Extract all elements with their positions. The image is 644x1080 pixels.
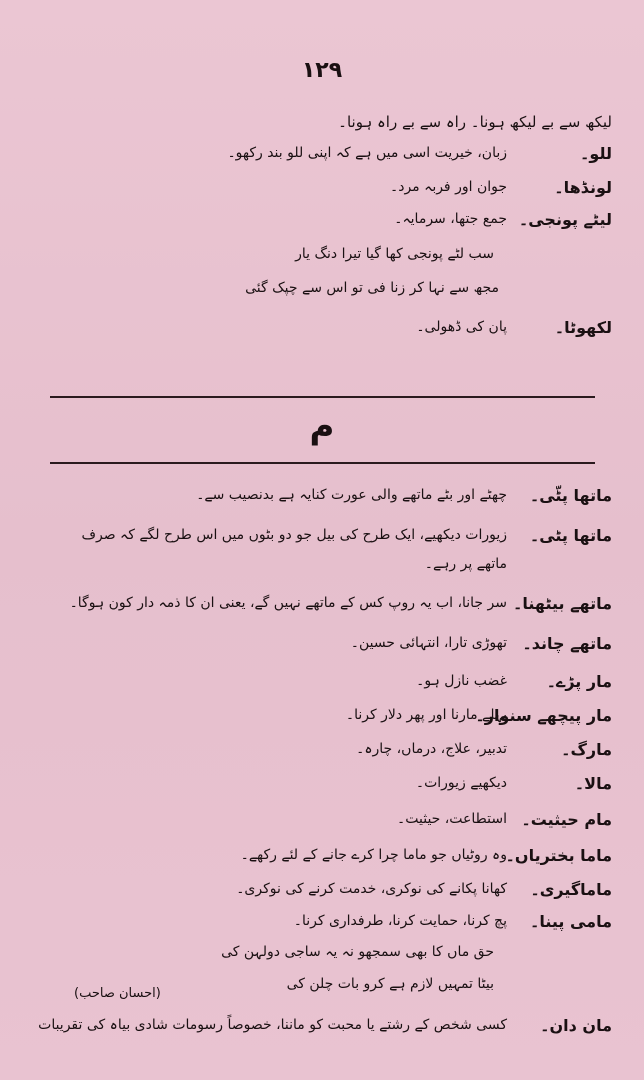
entry-term: مان دان۔ <box>540 1016 612 1035</box>
entry-term: مامی پینا۔ <box>529 912 612 931</box>
dictionary-entry <box>40 634 612 658</box>
verse-line: مجھ سے نہا کر زنا فی تو اس سے چپک گئی <box>245 280 499 296</box>
entry-term: ماتھے بیٹھنا۔ <box>513 594 612 613</box>
dictionary-entry <box>40 594 612 618</box>
entry-term: ماماگیری۔ <box>530 880 612 899</box>
dictionary-entry <box>40 912 612 936</box>
entry-definition: سر جانا، اب یہ روپ کس کے ماتھے نہیں گے، یعنی ان کا ذمہ دار کون ہوگا۔ <box>69 595 507 611</box>
entry-definition: تھوڑی تارا، انتہائی حسین۔ <box>350 635 507 651</box>
entry-term: للو۔ <box>580 144 612 163</box>
entry-term: ماتھے چاند۔ <box>522 634 612 653</box>
section-divider-top <box>50 396 595 398</box>
entry-definition: کسی شخص کے رشتے یا محبت کو ماننا، خصوصاً رسومات شادی بیاہ کی تقریبات <box>38 1017 507 1033</box>
definition-continuation: ماتھے پر رہے۔ <box>424 556 507 572</box>
entry-term: مام حیثیت۔ <box>521 810 612 829</box>
entry-definition: پچ کرنا، حمایت کرنا، طرفداری کرنا۔ <box>293 913 507 929</box>
page-number: ۱۲۹ <box>301 58 343 83</box>
entry-definition: چھٹے اور بٹے ماتھے والی عورت کنایہ ہے بدنصیب سے۔ <box>196 487 507 503</box>
dictionary-entry <box>40 486 612 510</box>
verse-line: حق ماں کا بھی سمجھو نہ یہ ساجی دولہن کی <box>221 944 494 960</box>
verse-line: سب لٹے پونجی کھا گیا تیرا دنگ یار <box>295 246 494 262</box>
verse-line: بیٹا تمہیں لازم ہے کرو بات چلن کی <box>286 976 494 992</box>
dictionary-entry <box>40 178 612 202</box>
entry-term: مالا۔ <box>574 774 612 793</box>
entry-definition: دیکھیے زیورات۔ <box>415 775 507 791</box>
entry-definition: کھانا پکانے کی نوکری، خدمت کرنے کی نوکری۔ <box>236 881 507 897</box>
dictionary-entry <box>40 1016 612 1040</box>
entry-definition: زیورات دیکھیے، ایک طرح کی بیل جو دو بٹوں میں اس طرح لگے کہ صرف <box>81 527 507 543</box>
entry-definition: غضب نازل ہو۔ <box>416 673 507 689</box>
entry-definition: وہ روٹیاں جو ماما چرا کرے جانے کے لئے رکھے۔ <box>240 847 507 863</box>
entry-definition: زبان، خیریت اسی میں ہے کہ اپنی للو بند رکھو۔ <box>227 145 507 161</box>
entry-term: لکھوٹا۔ <box>554 318 612 337</box>
entry-definition: پہلے مارنا اور پھر دلار کرنا۔ <box>345 707 507 723</box>
entry-term: مار پڑے۔ <box>546 672 612 691</box>
dictionary-entry <box>40 774 612 798</box>
entry-term: لونڈھا۔ <box>554 178 612 197</box>
entry-term: ماما بختریاں۔ <box>505 846 612 865</box>
dictionary-entry <box>40 846 612 870</box>
section-divider-bottom <box>50 462 595 464</box>
entry-definition: تدبیر، علاج، درماں، چارہ۔ <box>356 741 507 757</box>
dictionary-entry <box>40 526 612 550</box>
section-letter: م <box>309 406 335 446</box>
dictionary-entry <box>40 318 612 342</box>
entry-term: ماتھا پٹی۔ <box>529 526 612 545</box>
entry-definition: جوان اور فربہ مرد۔ <box>390 179 507 195</box>
continued-line: لیکھ سے بے لیکھ ہونا۔ راہ سے بے راہ ہونا۔ <box>338 113 612 131</box>
entry-term: مار پیچھے سنوار۔ <box>475 706 612 725</box>
entry-term: ماتھا پٹّی۔ <box>529 486 612 505</box>
dictionary-entry <box>40 740 612 764</box>
dictionary-entry <box>40 880 612 904</box>
verse-attribution: (احسان صاحب) <box>74 986 161 1001</box>
dictionary-entry <box>40 810 612 834</box>
entry-definition: پان کی ڈھولی۔ <box>416 319 507 335</box>
entry-definition: استطاعت، حیثیت۔ <box>397 811 507 827</box>
entry-term: مارگ۔ <box>561 740 612 759</box>
dictionary-entry <box>40 672 612 696</box>
dictionary-entry <box>40 706 612 730</box>
entry-definition: جمع جتھا، سرمایہ۔ <box>394 211 507 227</box>
dictionary-entry <box>40 210 612 234</box>
entry-term: لیٹے پونجی۔ <box>518 210 612 229</box>
dictionary-entry <box>40 144 612 168</box>
